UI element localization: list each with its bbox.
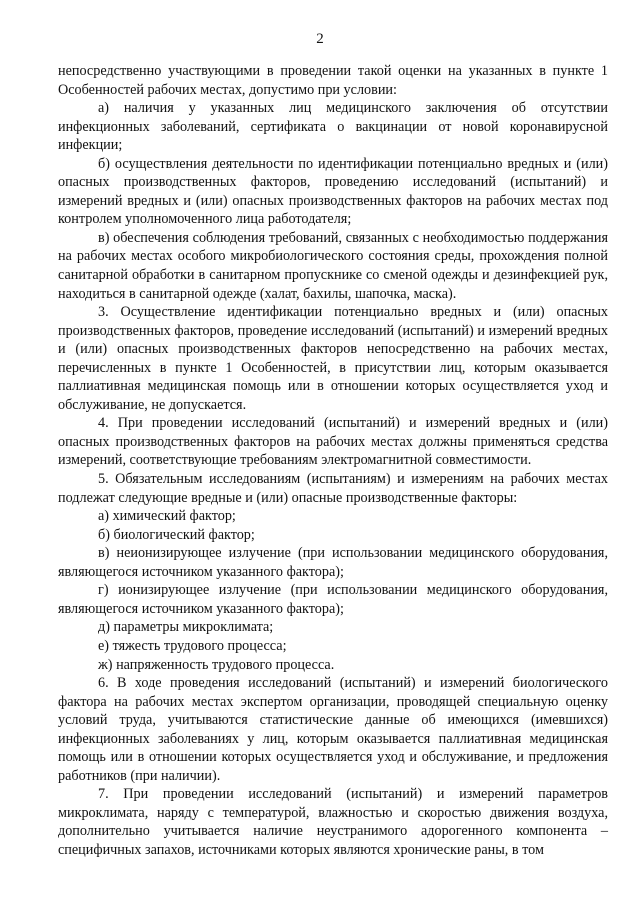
- list-item-microclimate: д) параметры микроклимата;: [98, 619, 274, 636]
- document-body: [58, 62, 608, 860]
- list-item-non-ionizing: в) неионизирующее излучение (при использовании медицинского оборудования, являющегося источником указанного фактора);: [58, 545, 608, 580]
- page-number: 2: [316, 31, 324, 47]
- paragraph-continuation: непосредственно участвующими в проведении такой оценки на указанных в пункте 1 Особенностей рабочих местах, допустимо при условии:: [58, 63, 608, 98]
- paragraph-item-b: б) осуществления деятельности по идентификации потенциально вредных и (или) опасных производственных факторов, проведению исследований (испытаний) и измерений вредных и (или) опасных производственных факторов на рабочих местах под контролем уполномоченного лица работодателя;: [58, 155, 608, 228]
- list-item-chemical: а) химический фактор;: [98, 508, 236, 525]
- paragraph-5: 5. Обязательным исследованиям (испытаниям) и измерениям на рабочих местах подлежат следующие вредные и (или) опасные производственные факторы:: [58, 471, 608, 506]
- paragraph-3: 3. Осуществление идентификации потенциально вредных и (или) опасных производственных факторов, проведение исследований (испытаний) и измерений вредных и (или) опасных производственных факторов непосредственно на рабочих местах, перечисленных в пункте 1 Особенностей, в присутствии лиц, которым оказывается паллиативная медицинская помощь или в отношении которых осуществляется уход и обслуживание, не допускается.: [58, 304, 608, 413]
- paragraph-item-v: в) обеспечения соблюдения требований, связанных с необходимостью поддержания на рабочих местах особого микробиологического состояния среды, прохождения полной санитарной обработки в санитарном пропускнике со сменой одежды и дезинфекцией рук, находиться в санитарной одежде (халат, бахилы, шапочка, маска).: [58, 229, 608, 302]
- list-item-ionizing: г) ионизирующее излучение (при использовании медицинского оборудования, являющегося источником указанного фактора);: [58, 582, 608, 617]
- list-item-labor-severity: е) тяжесть трудового процесса;: [98, 637, 287, 654]
- paragraph-item-a: а) наличия у указанных лиц медицинского заключения об отсутствии инфекционных заболеваний, сертификата о вакцинации от новой коронавирусной инфекции;: [58, 100, 608, 154]
- paragraph-7: 7. При проведении исследований (испытаний) и измерений параметров микроклимата, наряду с температурой, влажностью и скоростью движения воздуха, дополнительно учитывается наличие неустранимого адорогенного компонента – специфичных запахов, источниками которых являются хронические раны, в том: [58, 786, 608, 858]
- list-item-biological: б) биологический фактор;: [98, 526, 255, 543]
- paragraph-4: 4. При проведении исследований (испытаний) и измерений вредных и (или) опасных производственных факторов на рабочих местах должны применяться средства измерений, соответствующие требованиям электромагнитной совместимости.: [58, 415, 608, 469]
- paragraph-6: 6. В ходе проведения исследований (испытаний) и измерений биологического фактора на рабочих местах экспертом организации, проводящей специальную оценку условий труда, учитываются статистические данные об имеющихся (имевшихся) инфекционных заболеваниях у лиц, которым оказывается паллиативная медицинская помощь или в отношении которых осуществляется уход и обслуживание, и предложения работников (при наличии).: [58, 675, 608, 784]
- list-item-labor-intensity: ж) напряженность трудового процесса.: [98, 656, 335, 673]
